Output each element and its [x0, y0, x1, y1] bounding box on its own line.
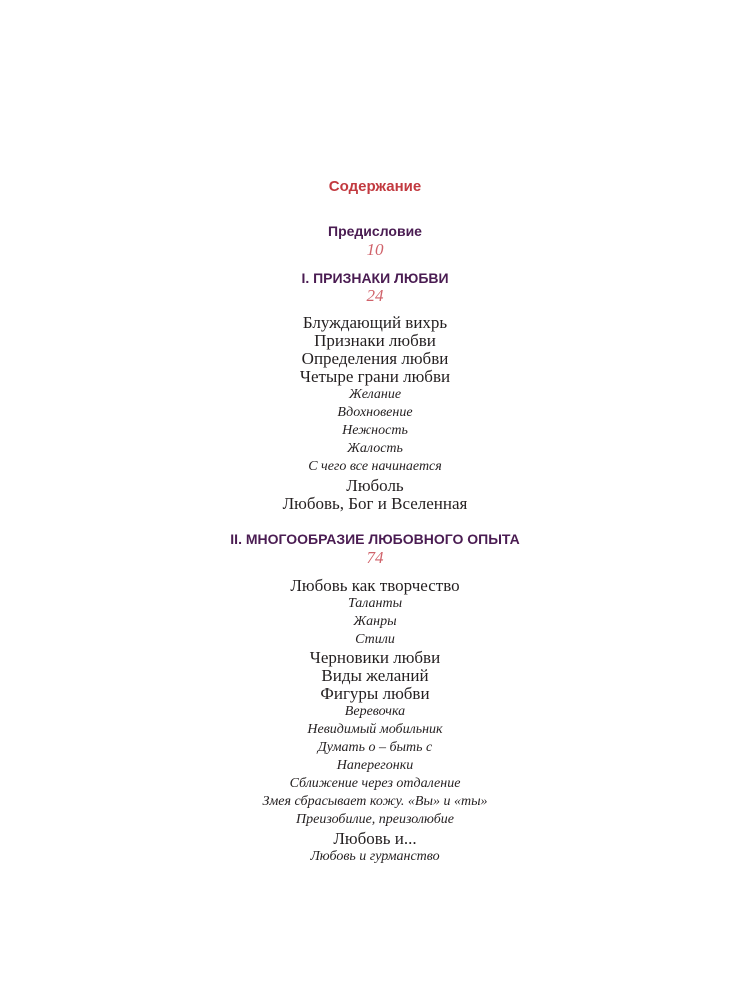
toc-entry: Любовь, Бог и Вселенная	[282, 494, 468, 513]
toc-entry: Люболь	[346, 476, 404, 495]
toc-entry: Любовь и...	[333, 829, 417, 848]
toc-subentry: Думать о – быть с	[317, 740, 433, 755]
toc-subentry: Змея сбрасывает кожу. «Вы» и «ты»	[262, 794, 488, 809]
part1-title: I. ПРИЗНАКИ ЛЮБВИ	[301, 270, 449, 286]
toc-entry: Виды желаний	[321, 666, 429, 685]
toc-subentry: Вдохновение	[337, 405, 413, 420]
toc-subentry: Любовь и гурманство	[310, 849, 440, 864]
toc-subentry: Жанры	[353, 614, 397, 629]
part2-title: II. МНОГООБРАЗИЕ ЛЮБОВНОГО ОПЫТА	[230, 531, 520, 547]
part2-page-number: 74	[366, 548, 384, 567]
toc-subentry: Веревочка	[344, 704, 406, 719]
toc-subentry: Таланты	[347, 596, 403, 611]
toc-heading: Содержание	[328, 178, 422, 195]
toc-entry: Признаки любви	[314, 331, 436, 350]
toc-entry: Фигуры любви	[320, 684, 430, 703]
toc-subentry: Сближение через отдаление	[289, 776, 461, 791]
toc-subentry: Желание	[348, 387, 402, 402]
toc-entry: Блуждающий вихрь	[302, 313, 448, 332]
toc-subentry: Преизобилие, преизолюбие	[296, 812, 454, 827]
preface-page-number: 10	[366, 240, 384, 259]
preface-title: Предисловие	[328, 223, 422, 239]
toc-subentry: Невидимый мобильник	[307, 722, 443, 737]
toc-subentry: Наперегонки	[336, 758, 414, 773]
toc-entry: Черновики любви	[309, 648, 441, 667]
part1-page-number: 24	[366, 286, 384, 305]
toc-entry: Любовь как творчество	[290, 576, 460, 595]
toc-subentry: Нежность	[342, 423, 408, 438]
toc-entry: Определения любви	[301, 349, 449, 368]
toc-subentry: Жалость	[347, 441, 403, 456]
toc-entry: Четыре грани любви	[299, 367, 451, 386]
toc-subentry: Стили	[355, 632, 395, 647]
toc-subentry: С чего все начинается	[308, 459, 442, 474]
